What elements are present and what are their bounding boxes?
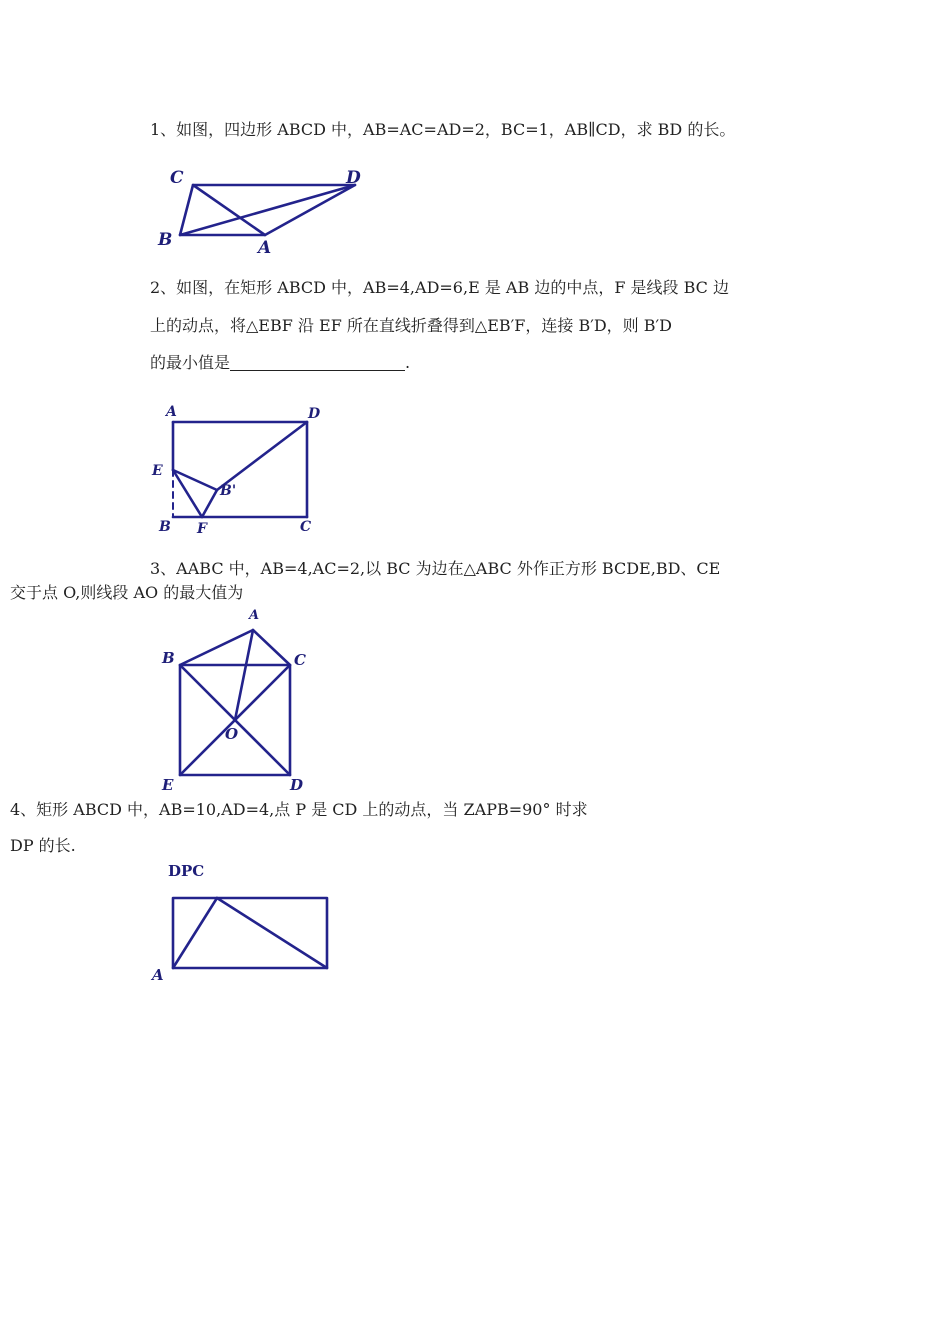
segment-b-prime-d	[217, 422, 307, 490]
label-a: A	[249, 608, 260, 623]
label-d: D	[346, 168, 361, 188]
label-c: C	[170, 168, 184, 188]
label-e: E	[162, 776, 174, 794]
label-dpc: DPC	[168, 862, 205, 880]
problem-1-text: 1、如图，四边形 ABCD 中，AB=AC=AD=2，BC=1，AB∥CD，求 BD 的长。	[150, 120, 736, 139]
problem-2-line-1: 2、如图，在矩形 ABCD 中，AB=4,AD=6,E 是 AB 边的中点，F 是线段 BC 边	[150, 278, 729, 297]
problem-1-figure	[150, 165, 370, 260]
problem-3-line-1: 3、AABC 中，AB=4,AC=2,以 BC 为边在△ABC 外作正方形 BCDE,BD、CE	[150, 559, 721, 578]
label-b: B	[158, 230, 173, 250]
problem-2-line-3	[150, 353, 410, 373]
label-e: E	[152, 463, 163, 479]
label-c: C	[300, 519, 312, 535]
label-a: A	[152, 966, 164, 984]
problem-3-line-2: 交于点 O,则线段 AO 的最大值为	[10, 583, 244, 602]
diagonal-bd	[180, 185, 355, 235]
label-d: D	[308, 406, 321, 422]
label-d: D	[290, 776, 304, 794]
label-a: A	[258, 238, 272, 258]
answer-blank	[230, 354, 405, 371]
segment-f-b-prime	[202, 490, 217, 517]
problem-2-line-2: 上的动点，将△EBF 沿 EF 所在直线折叠得到△EB′F，连接 B′D，则 B′D	[150, 316, 672, 335]
label-b: B	[162, 649, 175, 667]
label-f: F	[197, 521, 207, 537]
segment-pb	[217, 898, 327, 968]
segment-ap	[173, 898, 217, 968]
problem-4-figure	[150, 858, 350, 983]
problem-2-line-3-text: 的最小值是	[150, 353, 231, 372]
triangle-abc	[180, 630, 290, 665]
problem-4-line-1: 4、矩形 ABCD 中，AB=10,AD=4,点 P 是 CD 上的动点，当 ZAPB=90° 时求	[10, 800, 588, 819]
label-b: B	[159, 519, 171, 535]
problem-4-line-2: DP 的长.	[10, 836, 76, 855]
label-a: A	[166, 404, 177, 420]
label-o: O	[225, 725, 239, 743]
label-c: C	[294, 651, 306, 669]
problem-2-line-3-end: .	[405, 353, 411, 372]
problem-3-figure	[150, 605, 330, 795]
problem-2-figure	[150, 402, 350, 537]
label-b-prime: B'	[220, 483, 237, 499]
